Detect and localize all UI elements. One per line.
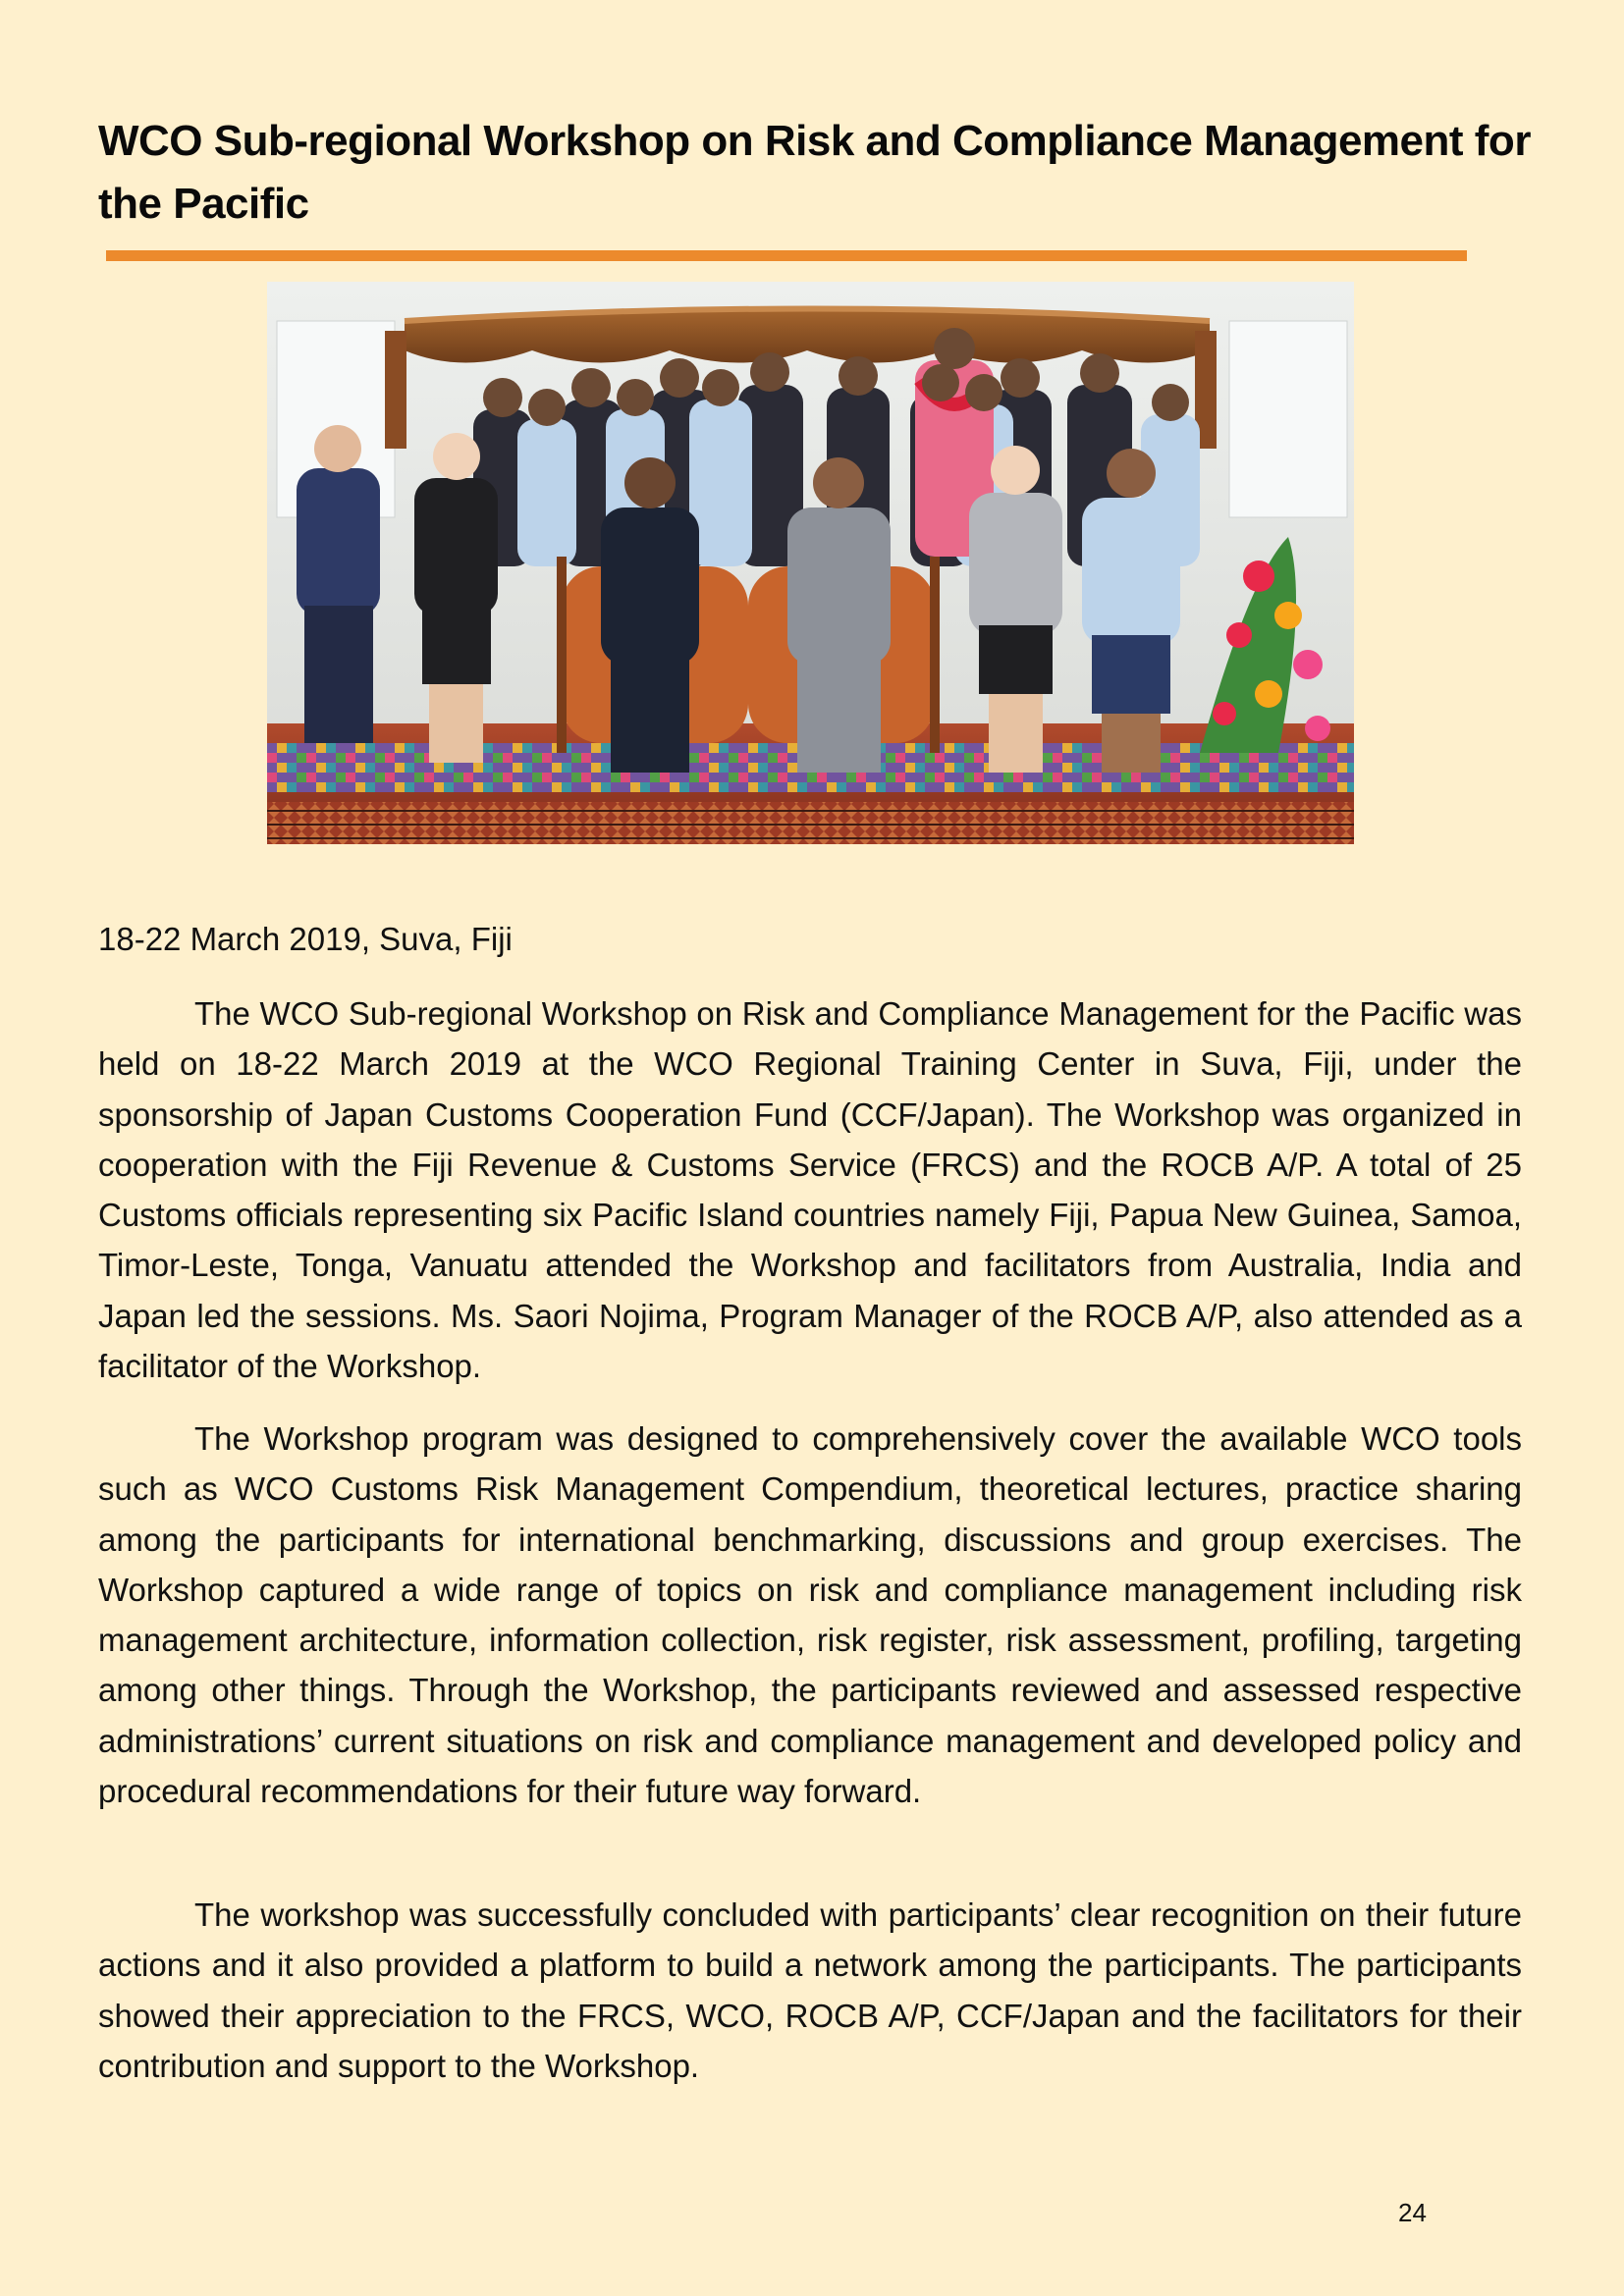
article-title: WCO Sub-regional Workshop on Risk and Compliance Management for the Pacific [98, 117, 1531, 228]
body-paragraph-1: The WCO Sub-regional Workshop on Risk and Compliance Management for the Pacific was held on 18-22 March 2019 at the WCO Regional Training Center in Suva, Fiji, under the sponsorship of Japan Customs Cooperation Fund (CCF/Japan). The Workshop was organized in cooperation with the Fiji Revenue & Customs Service (FRCS) and the ROCB A/P. A total of 25 Customs officials representing six Pacific Island countries namely Fiji, Papua New Guinea, Samoa, Timor-Leste, Tonga, Vanuatu attended the Workshop and facilitators from Australia, India and Japan led the sessions. Ms. Saori Nojima, Program Manager of the ROCB A/P, also attended as a facilitator of the Workshop. [98, 995, 1522, 1385]
title-divider [106, 250, 1467, 261]
body-paragraph-2: The Workshop program was designed to comprehensively cover the available WCO tools such as WCO Customs Risk Management Compendium, theoretical lectures, practice sharing among the participants for international benchmarking, discussions and group exercises. The Workshop captured a wide range of topics on risk and compliance management including risk management architecture, information collection, risk register, risk assessment, profiling, targeting among other things. Through the Workshop, the participants reviewed and assessed respective administrations’ current situations on risk and compliance management and developed policy and procedural recommendations for their future way forward. [98, 1420, 1522, 1810]
date-location: 18-22 March 2019, Suva, Fiji [98, 921, 513, 957]
page-number: 24 [1398, 2198, 1427, 2227]
body-paragraph-3: The workshop was successfully concluded with participants’ clear recognition on their future actions and it also provided a platform to build a network among the participants. The participants showed their appreciation to the FRCS, WCO, ROCB A/P, CCF/Japan and the facilitators for their contribution and support to the Workshop. [98, 1896, 1522, 2084]
group-photo [267, 282, 1354, 844]
